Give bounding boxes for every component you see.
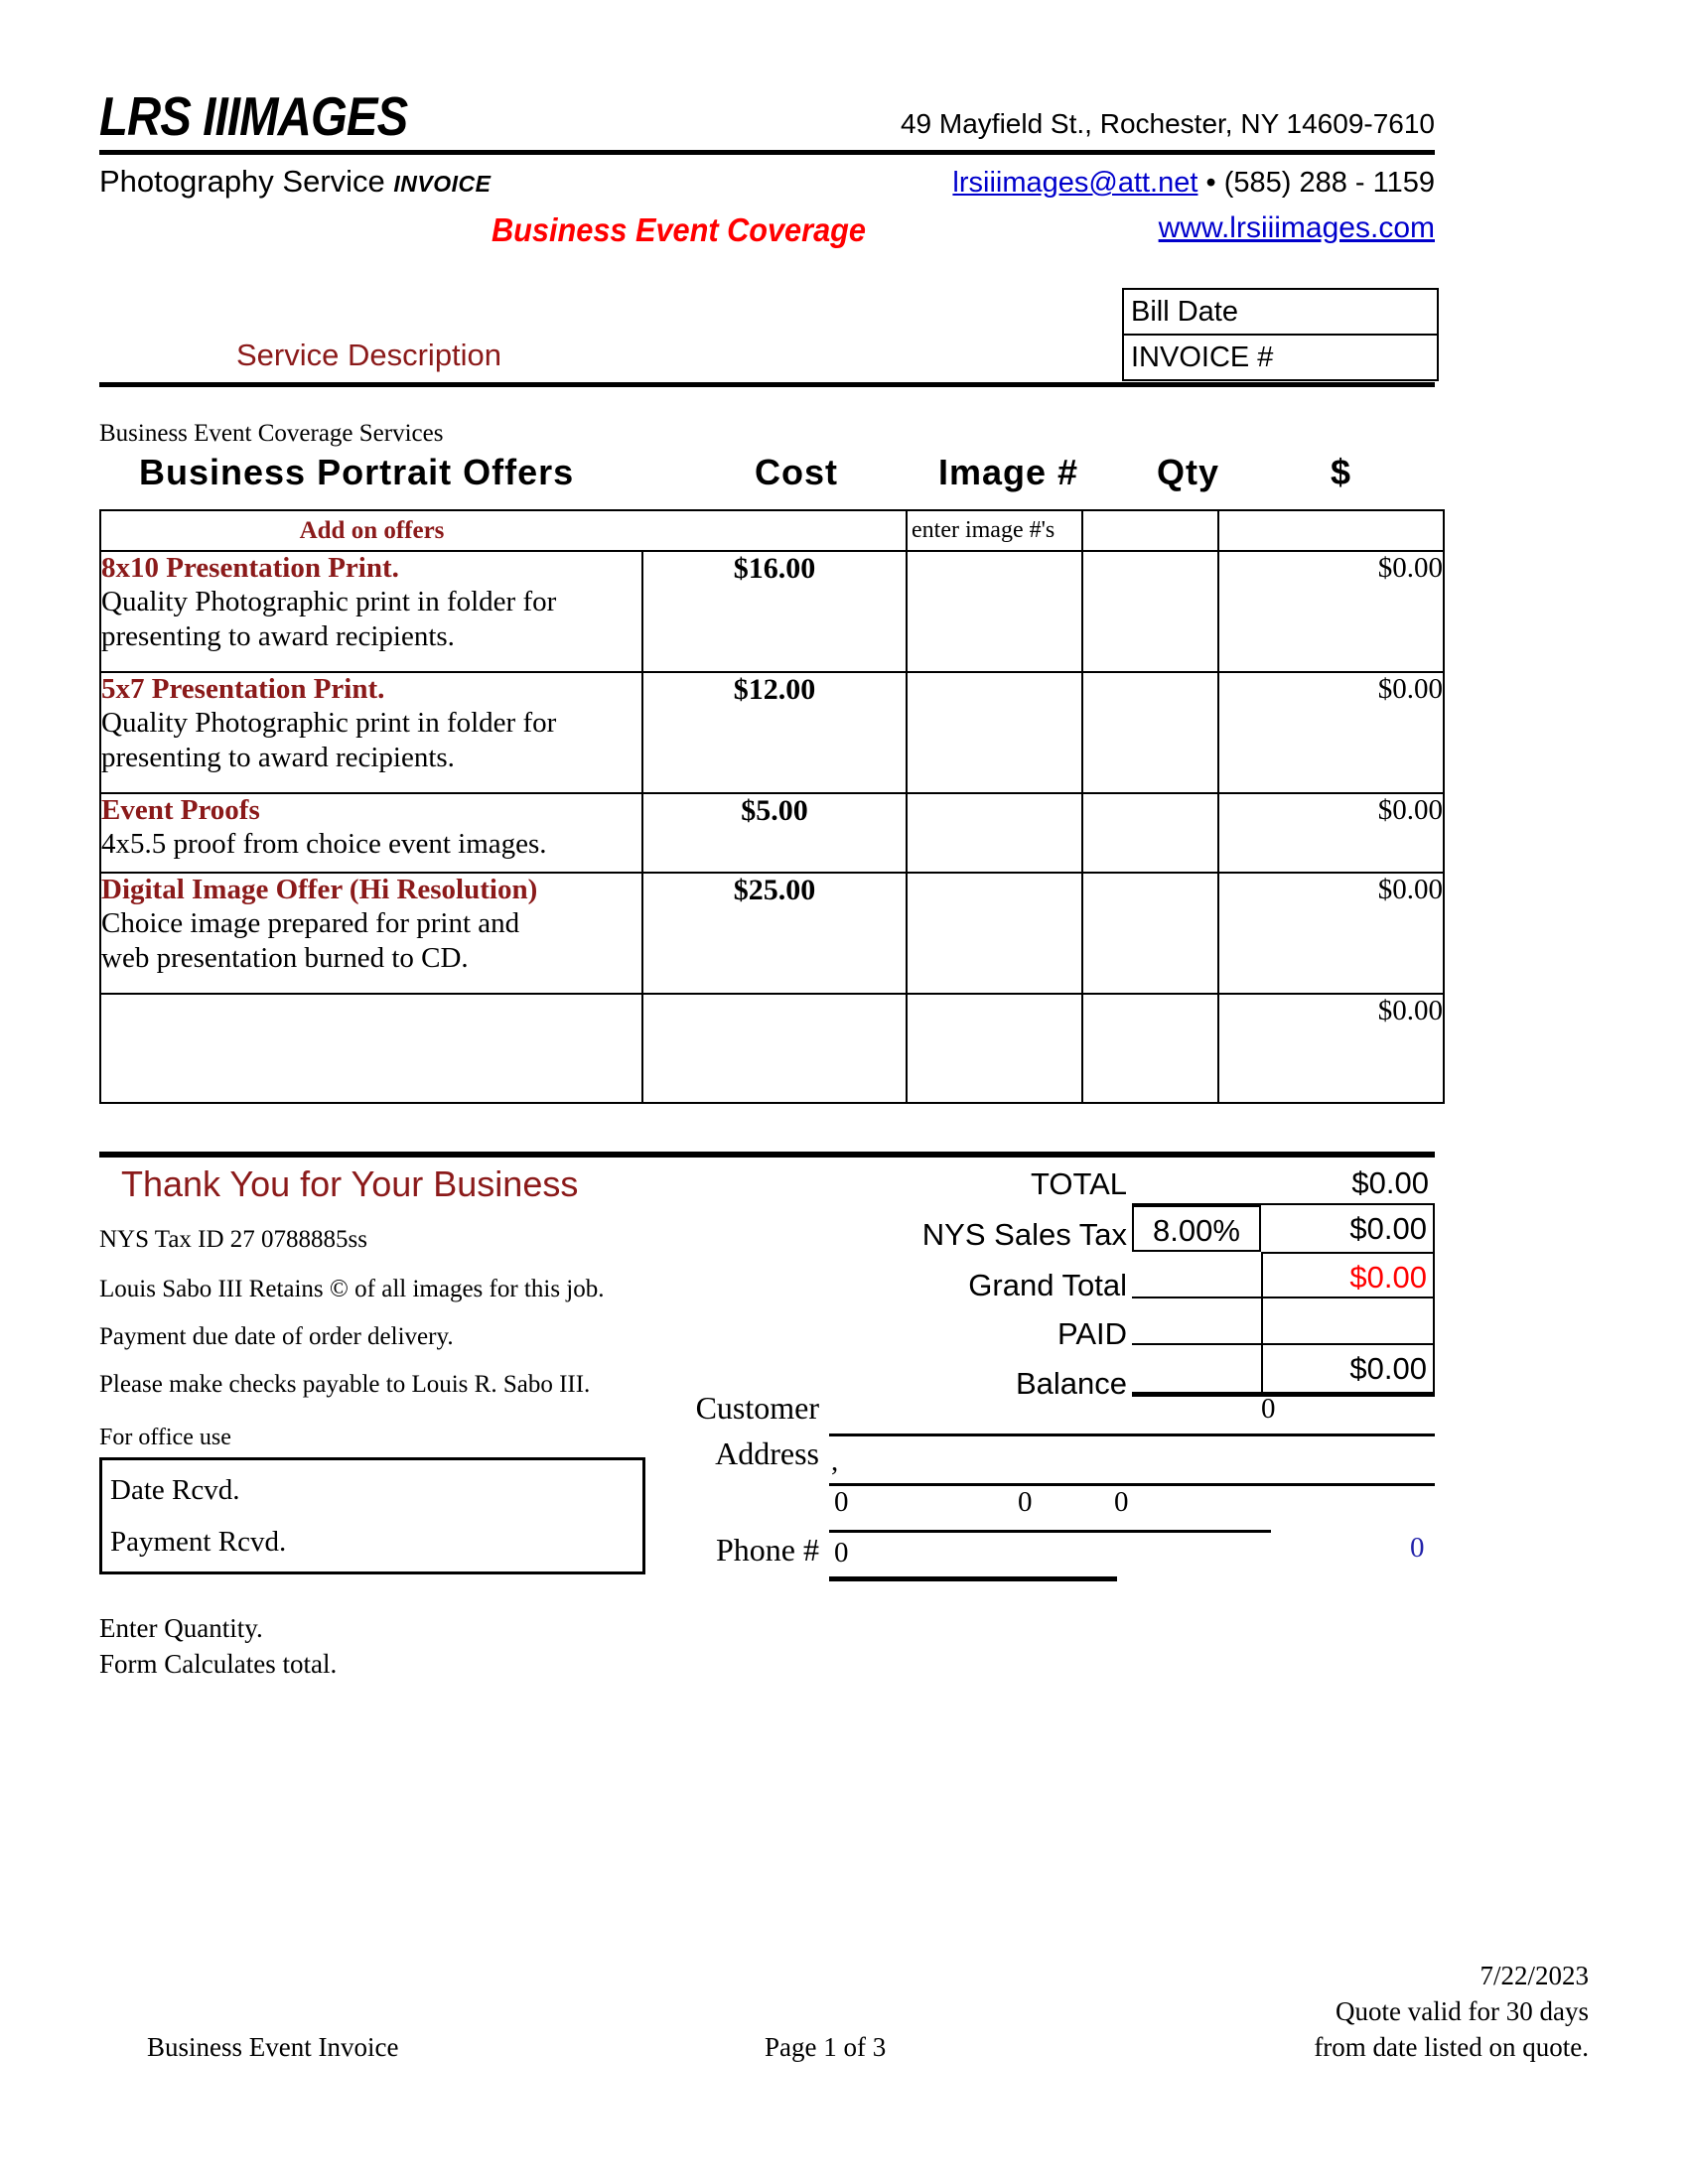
address-label: Address (715, 1435, 819, 1471)
item-amount-cell: $0.00 (1218, 994, 1444, 1103)
column-heading-qty: Qty (1157, 452, 1220, 492)
item-description-cell (100, 551, 642, 672)
addon-spacer-cell (642, 510, 907, 551)
sales-tax-row (1132, 1205, 1435, 1252)
balance-row (1132, 1345, 1435, 1392)
column-heading-cost: Cost (755, 452, 838, 492)
addon-qty-cell[interactable] (1082, 510, 1218, 551)
footer-document-name: Business Event Invoice (147, 2032, 399, 2062)
balance-blank-cell (1132, 1345, 1261, 1392)
bill-info-box (1122, 288, 1439, 381)
table-subcaption: Business Event Coverage Services (99, 420, 444, 447)
contact-info (952, 167, 1435, 200)
customer-rule (829, 1433, 1435, 1436)
line-items-table (99, 509, 1445, 1104)
item-image-input-cell[interactable] (907, 793, 1082, 873)
item-image-input-cell[interactable] (907, 873, 1082, 994)
item-description-cell (100, 873, 642, 994)
table-column-headings (99, 452, 1435, 499)
item-image-input-cell[interactable] (907, 994, 1082, 1103)
addon-label-cell (100, 510, 642, 551)
company-address: 49 Mayfield St., Rochester, NY 14609-7610 (900, 108, 1435, 139)
city-value[interactable]: 0 (834, 1486, 849, 1518)
total-value: $0.00 (1351, 1165, 1429, 1200)
balance-label: Balance (1015, 1366, 1127, 1401)
addon-amount-cell (1218, 510, 1444, 551)
bill-date-field[interactable]: Bill Date (1124, 290, 1437, 336)
total-value-row (1132, 1160, 1435, 1203)
service-description-heading: Service Description (236, 338, 502, 372)
item-cost-cell: $12.00 (642, 672, 907, 793)
item-body-line-1: 4x5.5 proof from choice event images. (101, 828, 547, 861)
item-description-cell (100, 672, 642, 793)
enter-quantity-note: Enter Quantity. (99, 1613, 263, 1643)
sales-tax-value: $0.00 (1261, 1205, 1435, 1252)
item-qty-input-cell[interactable] (1082, 672, 1218, 793)
header-top-row (99, 85, 1435, 147)
office-use-box (99, 1457, 645, 1574)
item-cost-cell: $16.00 (642, 551, 907, 672)
total-label: TOTAL (1030, 1166, 1127, 1201)
item-amount-cell: $0.00 (1218, 672, 1444, 793)
company-logo: LRS IIIMAGES (99, 85, 408, 147)
item-description-cell[interactable] (100, 994, 642, 1103)
phone-rule (829, 1576, 1117, 1581)
item-body-line-2: presenting to award recipients. (101, 741, 455, 773)
column-heading-amount: $ (1331, 452, 1352, 492)
column-heading-image: Image # (938, 452, 1079, 492)
form-calculates-note: Form Calculates total. (99, 1649, 338, 1679)
paid-value[interactable] (1261, 1298, 1435, 1345)
total-blank-cell (1132, 1160, 1261, 1203)
copyright-note: Louis Sabo III Retains © of all images for this job. (99, 1276, 605, 1302)
item-qty-input-cell[interactable] (1082, 793, 1218, 873)
header-divider (99, 150, 1435, 155)
invoice-number-field[interactable]: INVOICE # (1131, 341, 1274, 373)
item-title: Event Proofs (101, 794, 260, 826)
item-body-line-2: web presentation burned to CD. (101, 941, 469, 974)
item-title: 8x10 Presentation Print. (101, 552, 399, 584)
state-value[interactable]: 0 (1018, 1486, 1033, 1518)
item-amount-cell: $0.00 (1218, 793, 1444, 873)
header-second-row (99, 164, 1435, 200)
item-qty-input-cell[interactable] (1082, 551, 1218, 672)
item-title: Digital Image Offer (Hi Resolution) (101, 874, 538, 905)
balance-value: $0.00 (1261, 1345, 1435, 1392)
item-title: 5x7 Presentation Print. (101, 673, 385, 705)
item-cost-cell (642, 994, 907, 1103)
header-bottom-divider (99, 382, 1435, 387)
addon-image-hint-cell (907, 510, 1082, 551)
addon-offers-label: Add on offers (299, 517, 445, 544)
item-qty-input-cell[interactable] (1082, 994, 1218, 1103)
column-heading-offers: Business Portrait Offers (139, 452, 575, 492)
balance-bottom-rule (1132, 1392, 1435, 1397)
service-type-label (99, 164, 491, 200)
item-amount-cell: $0.00 (1218, 551, 1444, 672)
quote-valid-line-2: from date listed on quote. (1314, 2032, 1589, 2062)
phone-label: Phone # (716, 1532, 819, 1568)
table-row (100, 672, 1444, 793)
address-comma: , (831, 1445, 839, 1477)
sales-tax-label: NYS Sales Tax (921, 1217, 1127, 1252)
sales-tax-rate[interactable]: 8.00% (1132, 1205, 1261, 1252)
email-link[interactable]: lrsiiimages@att.net (952, 167, 1198, 199)
paid-row (1132, 1298, 1435, 1345)
table-row (100, 793, 1444, 873)
item-qty-input-cell[interactable] (1082, 873, 1218, 994)
office-use-caption: For office use (99, 1425, 231, 1450)
extra-value: 0 (1410, 1532, 1425, 1564)
grand-total-value: $0.00 (1261, 1252, 1435, 1298)
quote-valid-line-1: Quote valid for 30 days (1336, 1996, 1589, 2026)
invoice-word: INVOICE (393, 171, 492, 197)
item-body-line-1: Choice image prepared for print and (101, 907, 520, 940)
item-description-cell (100, 793, 642, 873)
zip-value[interactable]: 0 (1114, 1486, 1129, 1518)
coverage-tagline: Business Event Coverage (492, 211, 866, 248)
date-received-label[interactable]: Date Rcvd. (110, 1474, 240, 1506)
paid-blank-cell (1132, 1298, 1261, 1345)
payment-received-label[interactable]: Payment Rcvd. (110, 1526, 287, 1558)
phone-value[interactable]: 0 (834, 1537, 849, 1569)
item-image-input-cell[interactable] (907, 672, 1082, 793)
enter-image-numbers-hint: enter image #'s (912, 517, 1055, 543)
customer-label: Customer (695, 1390, 819, 1426)
tax-id-note: NYS Tax ID 27 0788885ss (99, 1226, 368, 1253)
grand-total-row (1132, 1252, 1435, 1298)
addon-header-row (100, 510, 1444, 551)
item-body-line-1: Quality Photographic print in folder for (101, 586, 557, 618)
item-cost-cell: $25.00 (642, 873, 907, 994)
website-link[interactable]: www.lrsiiimages.com (1158, 211, 1435, 244)
thank-you-message: Thank You for Your Business (121, 1163, 579, 1204)
item-body-line-1: Quality Photographic print in folder for (101, 707, 557, 740)
checks-payable-note: Please make checks payable to Louis R. Sabo III. (99, 1371, 591, 1398)
address-rule (829, 1483, 1435, 1486)
photography-service-text: Photography Service (99, 164, 385, 199)
table-bottom-divider (99, 1152, 1435, 1158)
quote-date: 7/22/2023 (1479, 1961, 1589, 1990)
table-row (100, 873, 1444, 994)
phone-number: • (585) 288 - 1159 (1205, 167, 1435, 199)
city-state-zip-rule (829, 1530, 1271, 1533)
item-image-input-cell[interactable] (907, 551, 1082, 672)
item-amount-cell: $0.00 (1218, 873, 1444, 994)
customer-value[interactable]: 0 (1261, 1393, 1276, 1425)
grand-total-label: Grand Total (968, 1268, 1127, 1302)
paid-label: PAID (1056, 1316, 1127, 1351)
table-row (100, 994, 1444, 1103)
footer-page-number: Page 1 of 3 (765, 2032, 887, 2062)
table-row (100, 551, 1444, 672)
document-header (99, 85, 1435, 248)
payment-due-note: Payment due date of order delivery. (99, 1323, 454, 1350)
item-cost-cell: $5.00 (642, 793, 907, 873)
item-body-line-2: presenting to award recipients. (101, 619, 455, 652)
grand-total-blank-cell (1132, 1252, 1261, 1298)
